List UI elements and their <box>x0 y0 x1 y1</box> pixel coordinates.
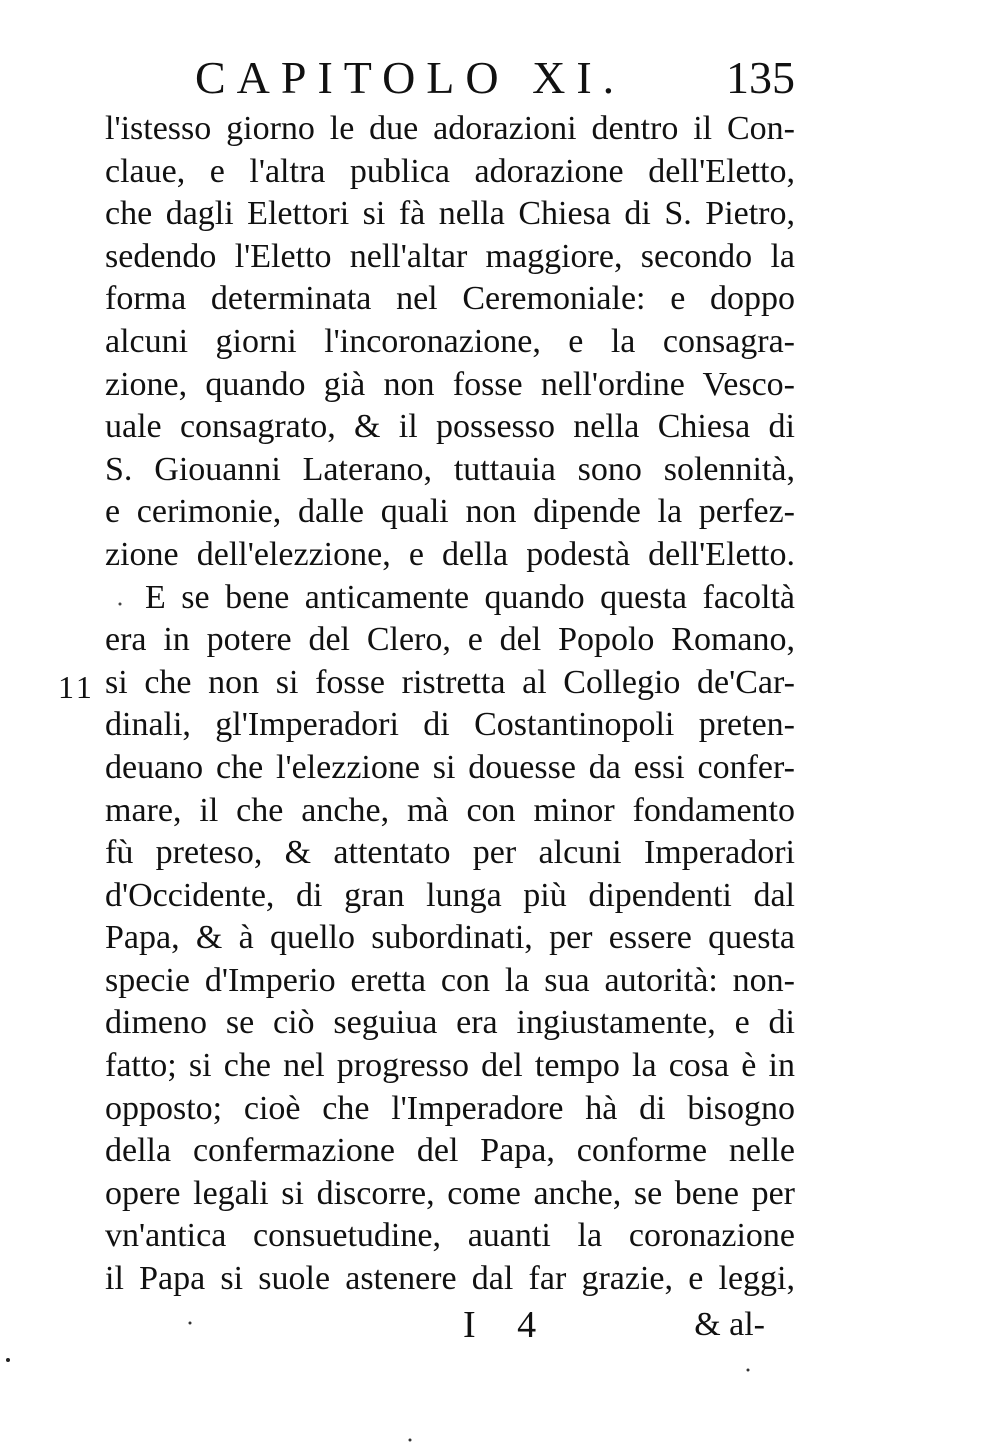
body-text <box>105 108 795 1301</box>
catchword: & al- <box>694 1306 765 1343</box>
text-line: fatto; si che nel progresso del tempo la cosa è in <box>105 1047 795 1085</box>
running-head <box>195 48 795 108</box>
text-line: claue, e l'altra publica adorazione dell'Eletto, <box>105 152 795 190</box>
text-line: era in potere del Clero, e del Popolo Romano, <box>105 621 795 659</box>
margin-note-number: 11 <box>58 669 95 705</box>
page-number: 135 <box>726 52 795 103</box>
text-line: Papa, & à quello subordinati, per essere questa <box>105 919 795 957</box>
ink-speck <box>747 1369 750 1372</box>
text-line: zione dell'elezzione, e della podestà dell'Eletto. <box>105 535 795 573</box>
page-footer <box>105 1300 795 1350</box>
text-line: mare, il che anche, mà con minor fondamento <box>105 791 795 829</box>
text-line: zione, quando già non fosse nell'ordine Vesco- <box>105 365 795 403</box>
text-line: e cerimonie, dalle quali non dipende la perfez- <box>105 493 795 531</box>
text-line: sedendo l'Eletto nell'altar maggiore, secondo la <box>105 237 795 275</box>
text-line: dinali, gl'Imperadori di Costantinopoli preten- <box>105 706 795 744</box>
ink-speck <box>409 1439 412 1442</box>
text-line: specie d'Imperio eretta con la sua autorità: non- <box>105 961 795 999</box>
text-line: fù preteso, & attentato per alcuni Imperadori <box>105 834 795 872</box>
text-line: opere legali si discorre, come anche, se bene per <box>105 1174 795 1212</box>
text-line: l'istesso giorno le due adorazioni dentro il Con- <box>105 110 795 147</box>
text-line: che dagli Elettori si fà nella Chiesa di S. Pietro, <box>105 195 795 233</box>
ink-speck <box>6 1358 10 1362</box>
text-line: opposto; cioè che l'Imperadore hà di bisogno <box>105 1089 795 1127</box>
text-line: vn'antica consuetudine, auanti la coronazione <box>105 1217 795 1255</box>
text-line: forma determinata nel Ceremoniale: e doppo <box>105 280 795 318</box>
text-line: deuano che l'elezzione si douesse da essi confer- <box>105 748 795 786</box>
text-line: della confermazione del Papa, conforme nelle <box>105 1132 795 1170</box>
text-line: il Papa si suole astenere dal far grazie, e leggi, <box>105 1260 795 1298</box>
signature-mark: I 4 <box>463 1304 553 1346</box>
text-line: d'Occidente, di gran lunga più dipendenti dal <box>105 876 795 914</box>
chapter-title: CAPITOLO XI. <box>195 52 626 103</box>
paragraph-first-line: E se bene anticamente quando questa facoltà <box>145 578 795 616</box>
text-line: dimeno se ciò seguiua era ingiustamente, e di <box>105 1004 795 1042</box>
text-line: S. Giouanni Laterano, tuttauia sono solennità, <box>105 450 795 488</box>
text-line: alcuni giorni l'incoronazione, e la consagra- <box>105 322 795 360</box>
text-line: uale consagrato, & il possesso nella Chiesa di <box>105 408 795 446</box>
text-line: si che non si fosse ristretta al Collegio de'Car- <box>105 663 795 701</box>
